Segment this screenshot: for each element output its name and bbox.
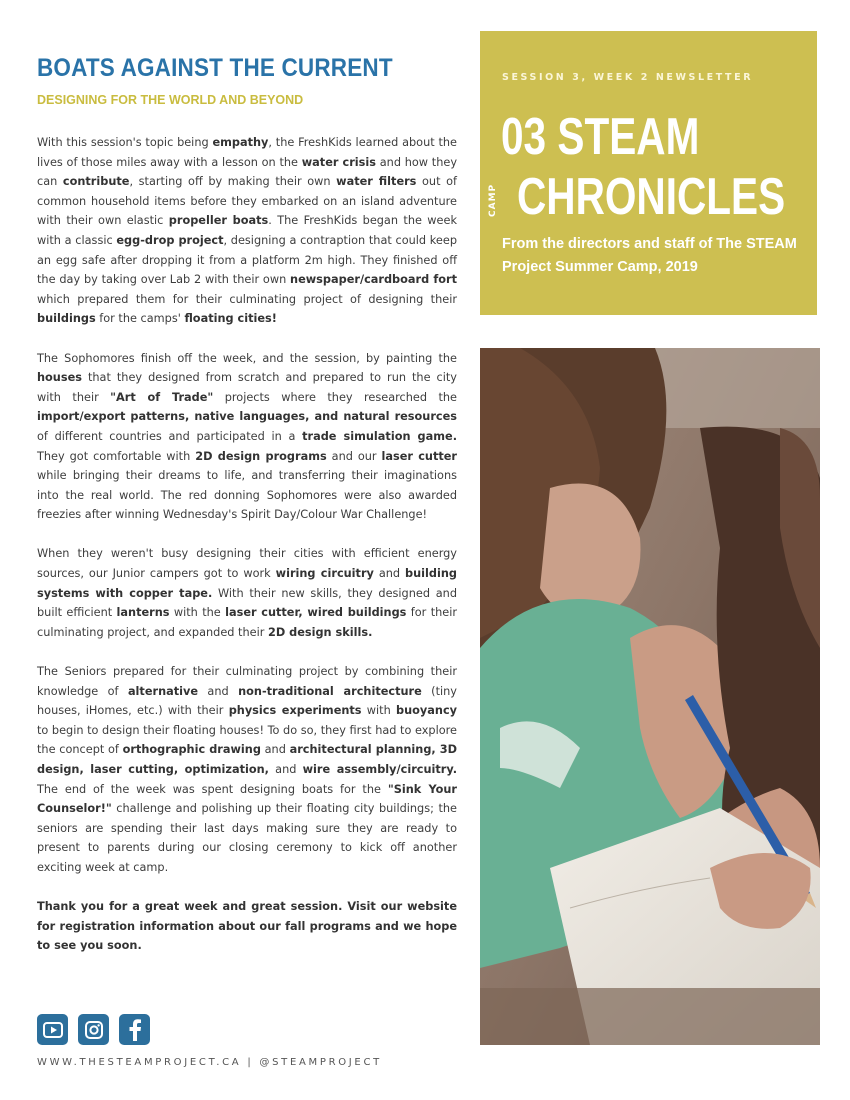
paragraph-text: of different countries and participated in a bbox=[37, 429, 303, 443]
photo-illustration bbox=[480, 348, 820, 1045]
article-body bbox=[37, 133, 457, 976]
highlight-term: wiring circuitry bbox=[275, 567, 374, 581]
article-paragraph bbox=[37, 349, 457, 525]
highlight-term: trade simulation game. bbox=[302, 429, 457, 443]
highlight-term: building systems with copper tape. bbox=[37, 567, 458, 600]
highlight-term: buoyancy bbox=[396, 704, 458, 718]
paragraph-text: for their culminating project, and expanded their bbox=[37, 606, 458, 639]
highlight-term: wire assembly/circuitry. bbox=[302, 763, 457, 776]
highlight-term: "Sink Your Counselor!" bbox=[37, 782, 457, 816]
paragraph-text: (tiny houses, iHomes, etc.) with their bbox=[37, 684, 457, 718]
highlight-term: 2D design skills. bbox=[267, 625, 373, 639]
highlight-term: "Art of Trade" bbox=[110, 390, 214, 404]
highlight-term: newspaper/cardboard fort bbox=[290, 273, 457, 287]
highlight-term: physics experiments bbox=[228, 704, 362, 718]
paragraph-text: , starting off by making their own bbox=[129, 175, 337, 189]
masthead-title-line1 bbox=[501, 108, 700, 166]
highlight-term: water filters bbox=[336, 175, 417, 189]
paragraph-text: The Seniors prepared for their culminating project by combining their knowledge of bbox=[37, 665, 457, 698]
paragraph-text: They got comfortable with bbox=[37, 449, 196, 463]
highlight-term: propeller boats bbox=[168, 214, 269, 228]
highlight-term: contribute bbox=[62, 175, 130, 189]
paragraph-text: out of common household items before they embarked on an island adventure with their own elastic bbox=[37, 175, 457, 228]
footer-contact bbox=[37, 1057, 382, 1068]
article-headline: BOATS AGAINST THE CURRENT bbox=[37, 54, 393, 82]
paragraph-text: When they weren't busy designing their cities with efficient energy sources, our Junior campers got to work bbox=[37, 547, 457, 581]
highlight-term: import/export patterns, native languages, and natural resources bbox=[37, 410, 457, 424]
website-link[interactable]: WWW.THESTEAMPROJECT.CA bbox=[37, 1057, 242, 1068]
paragraph-text: With this session's topic being bbox=[37, 136, 213, 149]
instagram-icon[interactable] bbox=[78, 1014, 109, 1045]
highlight-term: laser cutter bbox=[381, 449, 458, 463]
highlight-term: empathy bbox=[212, 136, 269, 149]
youtube-glyph bbox=[43, 1021, 63, 1039]
highlight-term: egg-drop project bbox=[116, 233, 224, 247]
highlight-term: 2D design programs bbox=[195, 449, 327, 463]
article-paragraph bbox=[37, 544, 457, 642]
paragraph-text: The end of the week was spent designing boats for the bbox=[37, 782, 388, 796]
highlight-term: non-traditional architecture bbox=[238, 684, 422, 698]
highlight-term: orthographic drawing bbox=[122, 743, 261, 757]
youtube-icon[interactable] bbox=[37, 1014, 68, 1045]
footer-separator: | bbox=[247, 1057, 254, 1068]
paragraph-text: and our bbox=[326, 449, 382, 463]
paragraph-text: and bbox=[373, 567, 406, 581]
paragraph-text: projects where they researched the bbox=[213, 390, 457, 404]
masthead-title-line2: CHRONICLES bbox=[517, 168, 786, 226]
social-handle-link[interactable]: @STEAMPROJECT bbox=[259, 1057, 382, 1068]
highlight-term: architectural planning, 3D design, laser cutting, optimization, bbox=[37, 743, 457, 776]
photo-children-drawing bbox=[480, 348, 820, 1045]
highlight-term: laser cutter, wired buildings bbox=[225, 606, 407, 620]
paragraph-text: while bringing their dreams to life, and transferring their imaginations into the real world. The red donning Sophomores were also awarded freezies after winning Wednesday's Spirit Day/Colour War Challenge! bbox=[37, 469, 457, 522]
closing-text: Thank you for a great week and great session. Visit our website for registration information about our fall programs and we hope to see you soon. bbox=[37, 900, 457, 953]
highlight-term: buildings bbox=[37, 312, 96, 326]
highlight-term: houses bbox=[37, 371, 82, 385]
closing-paragraph bbox=[37, 897, 457, 956]
paragraph-text: that they designed from scratch and prepared to run the city with their bbox=[37, 371, 457, 404]
article-paragraph bbox=[37, 133, 457, 329]
paragraph-text: and bbox=[260, 743, 290, 757]
social-links bbox=[37, 1014, 150, 1045]
issue-number: 03 bbox=[501, 108, 547, 166]
masthead-panel bbox=[480, 31, 817, 315]
paragraph-text: . The FreshKids began the week with a classic bbox=[37, 214, 457, 247]
issue-label: SESSION 3, WEEK 2 NEWSLETTER bbox=[502, 72, 754, 83]
facebook-glyph bbox=[128, 1019, 142, 1041]
paragraph-text: , designing a contraption that could keep an egg safe after dropping it from a platform 2m high. They finished off the day by taking over Lab 2 with their own bbox=[37, 233, 458, 287]
title-steam: STEAM bbox=[557, 108, 700, 166]
article-subheadline: DESIGNING FOR THE WORLD AND BEYOND bbox=[37, 93, 304, 107]
paragraph-text: with the bbox=[169, 606, 226, 620]
paragraph-text: With their new skills, they designed and built efficient bbox=[37, 586, 457, 620]
paragraph-text: to begin to design their floating houses! To do so, they first had to explore the concept of bbox=[37, 723, 457, 757]
paragraph-text: and how they can bbox=[37, 155, 458, 189]
paragraph-text: which prepared them for their culminating project of designing their bbox=[37, 292, 457, 306]
paragraph-text: with bbox=[361, 704, 397, 718]
instagram-glyph bbox=[85, 1021, 103, 1039]
masthead-tagline: From the directors and staff of The STEAM Project Summer Camp, 2019 bbox=[502, 236, 797, 275]
highlight-term: floating cities! bbox=[184, 312, 277, 326]
article-paragraph bbox=[37, 662, 457, 878]
highlight-term: lanterns bbox=[116, 606, 170, 620]
facebook-icon[interactable] bbox=[119, 1014, 150, 1045]
paragraph-text: , the FreshKids learned about the lives of those miles away with a lesson on the bbox=[37, 136, 457, 169]
highlight-term: alternative bbox=[127, 684, 199, 698]
paragraph-text: for the camps' bbox=[95, 312, 185, 326]
highlight-term: water crisis bbox=[301, 155, 376, 169]
paragraph-text: challenge and polishing up their floating city buildings; the seniors are spending their last days making sure they are ready to present to parents during our closing ceremony to kick off another exciting week at camp. bbox=[37, 802, 457, 874]
paragraph-text: and bbox=[268, 763, 303, 776]
paragraph-text: The Sophomores finish off the week, and the session, by painting the bbox=[37, 351, 457, 365]
camp-label: CAMP bbox=[488, 183, 498, 217]
paragraph-text: and bbox=[198, 684, 239, 698]
